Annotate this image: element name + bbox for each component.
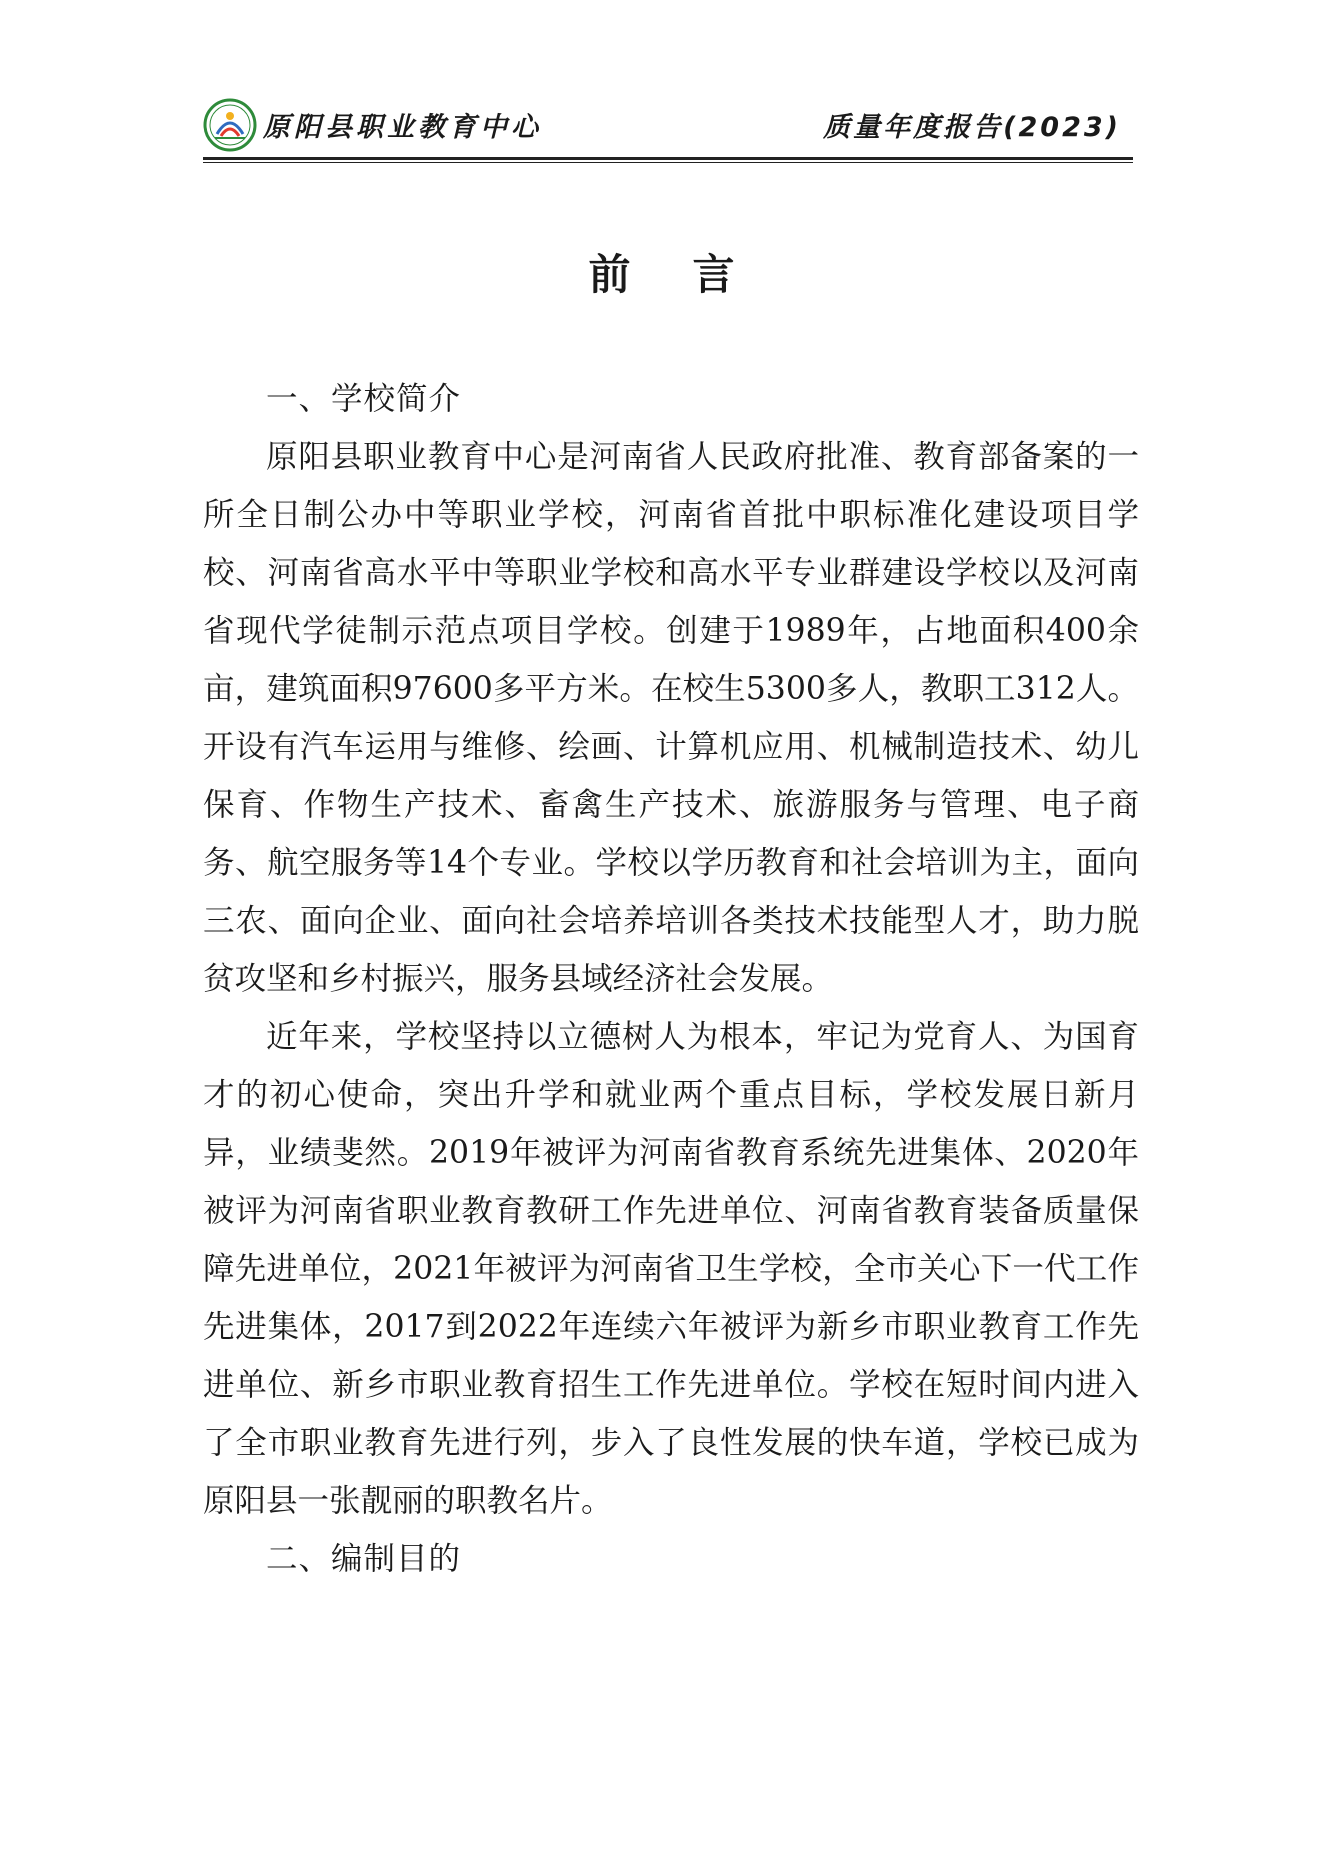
paragraph-school-achievements: 近年来，学校坚持以立德树人为根本，牢记为党育人、为国育才的初心使命，突出升学和就业两个重点目标，学校发展日新月异，业绩斐然。2019年被评为河南省教育系统先进集体、2020年被评为河南省职业教育教研工作先进单位、河南省教育装备质量保障先进单位，2021年被评为河南省卫生学校，全市关心下一代工作先进集体，2017到2022年连续六年被评为新乡市职业教育工作先进单位、新乡市职业教育招生工作先进单位。学校在短时间内进入了全市职业教育先进行列，步入了良性发展的快车道，学校已成为原阳县一张靓丽的职教名片。: [203, 1019, 1139, 1519]
page-header: [203, 95, 1133, 157]
section-heading-school-intro: 一、学校简介: [266, 381, 462, 417]
report-title: 质量年度报告(2023): [823, 112, 1121, 143]
page-title: 前言: [588, 250, 797, 299]
section-heading-purpose: 二、编制目的: [266, 1541, 462, 1577]
header-divider-thin: [203, 162, 1133, 163]
school-logo-icon: [203, 98, 257, 152]
paragraph-school-overview: 原阳县职业教育中心是河南省人民政府批准、教育部备案的一所全日制公办中等职业学校，河南省首批中职标准化建设项目学校、河南省高水平中等职业学校和高水平专业群建设学校以及河南省现代学徒制示范点项目学校。创建于1989年，占地面积400余亩，建筑面积97600多平方米。在校生5300多人，教职工312人。开设有汽车运用与维修、绘画、计算机应用、机械制造技术、幼儿保育、作物生产技术、畜禽生产技术、旅游服务与管理、电子商务、航空服务等14个专业。学校以学历教育和社会培训为主，面向三农、面向企业、面向社会培养培训各类技术技能型人才，助力脱贫攻坚和乡村振兴，服务县域经济社会发展。: [203, 439, 1139, 997]
header-divider-thick: [203, 157, 1133, 160]
school-name: 原阳县职业教育中心: [263, 112, 542, 143]
document-body: [203, 370, 1139, 1588]
